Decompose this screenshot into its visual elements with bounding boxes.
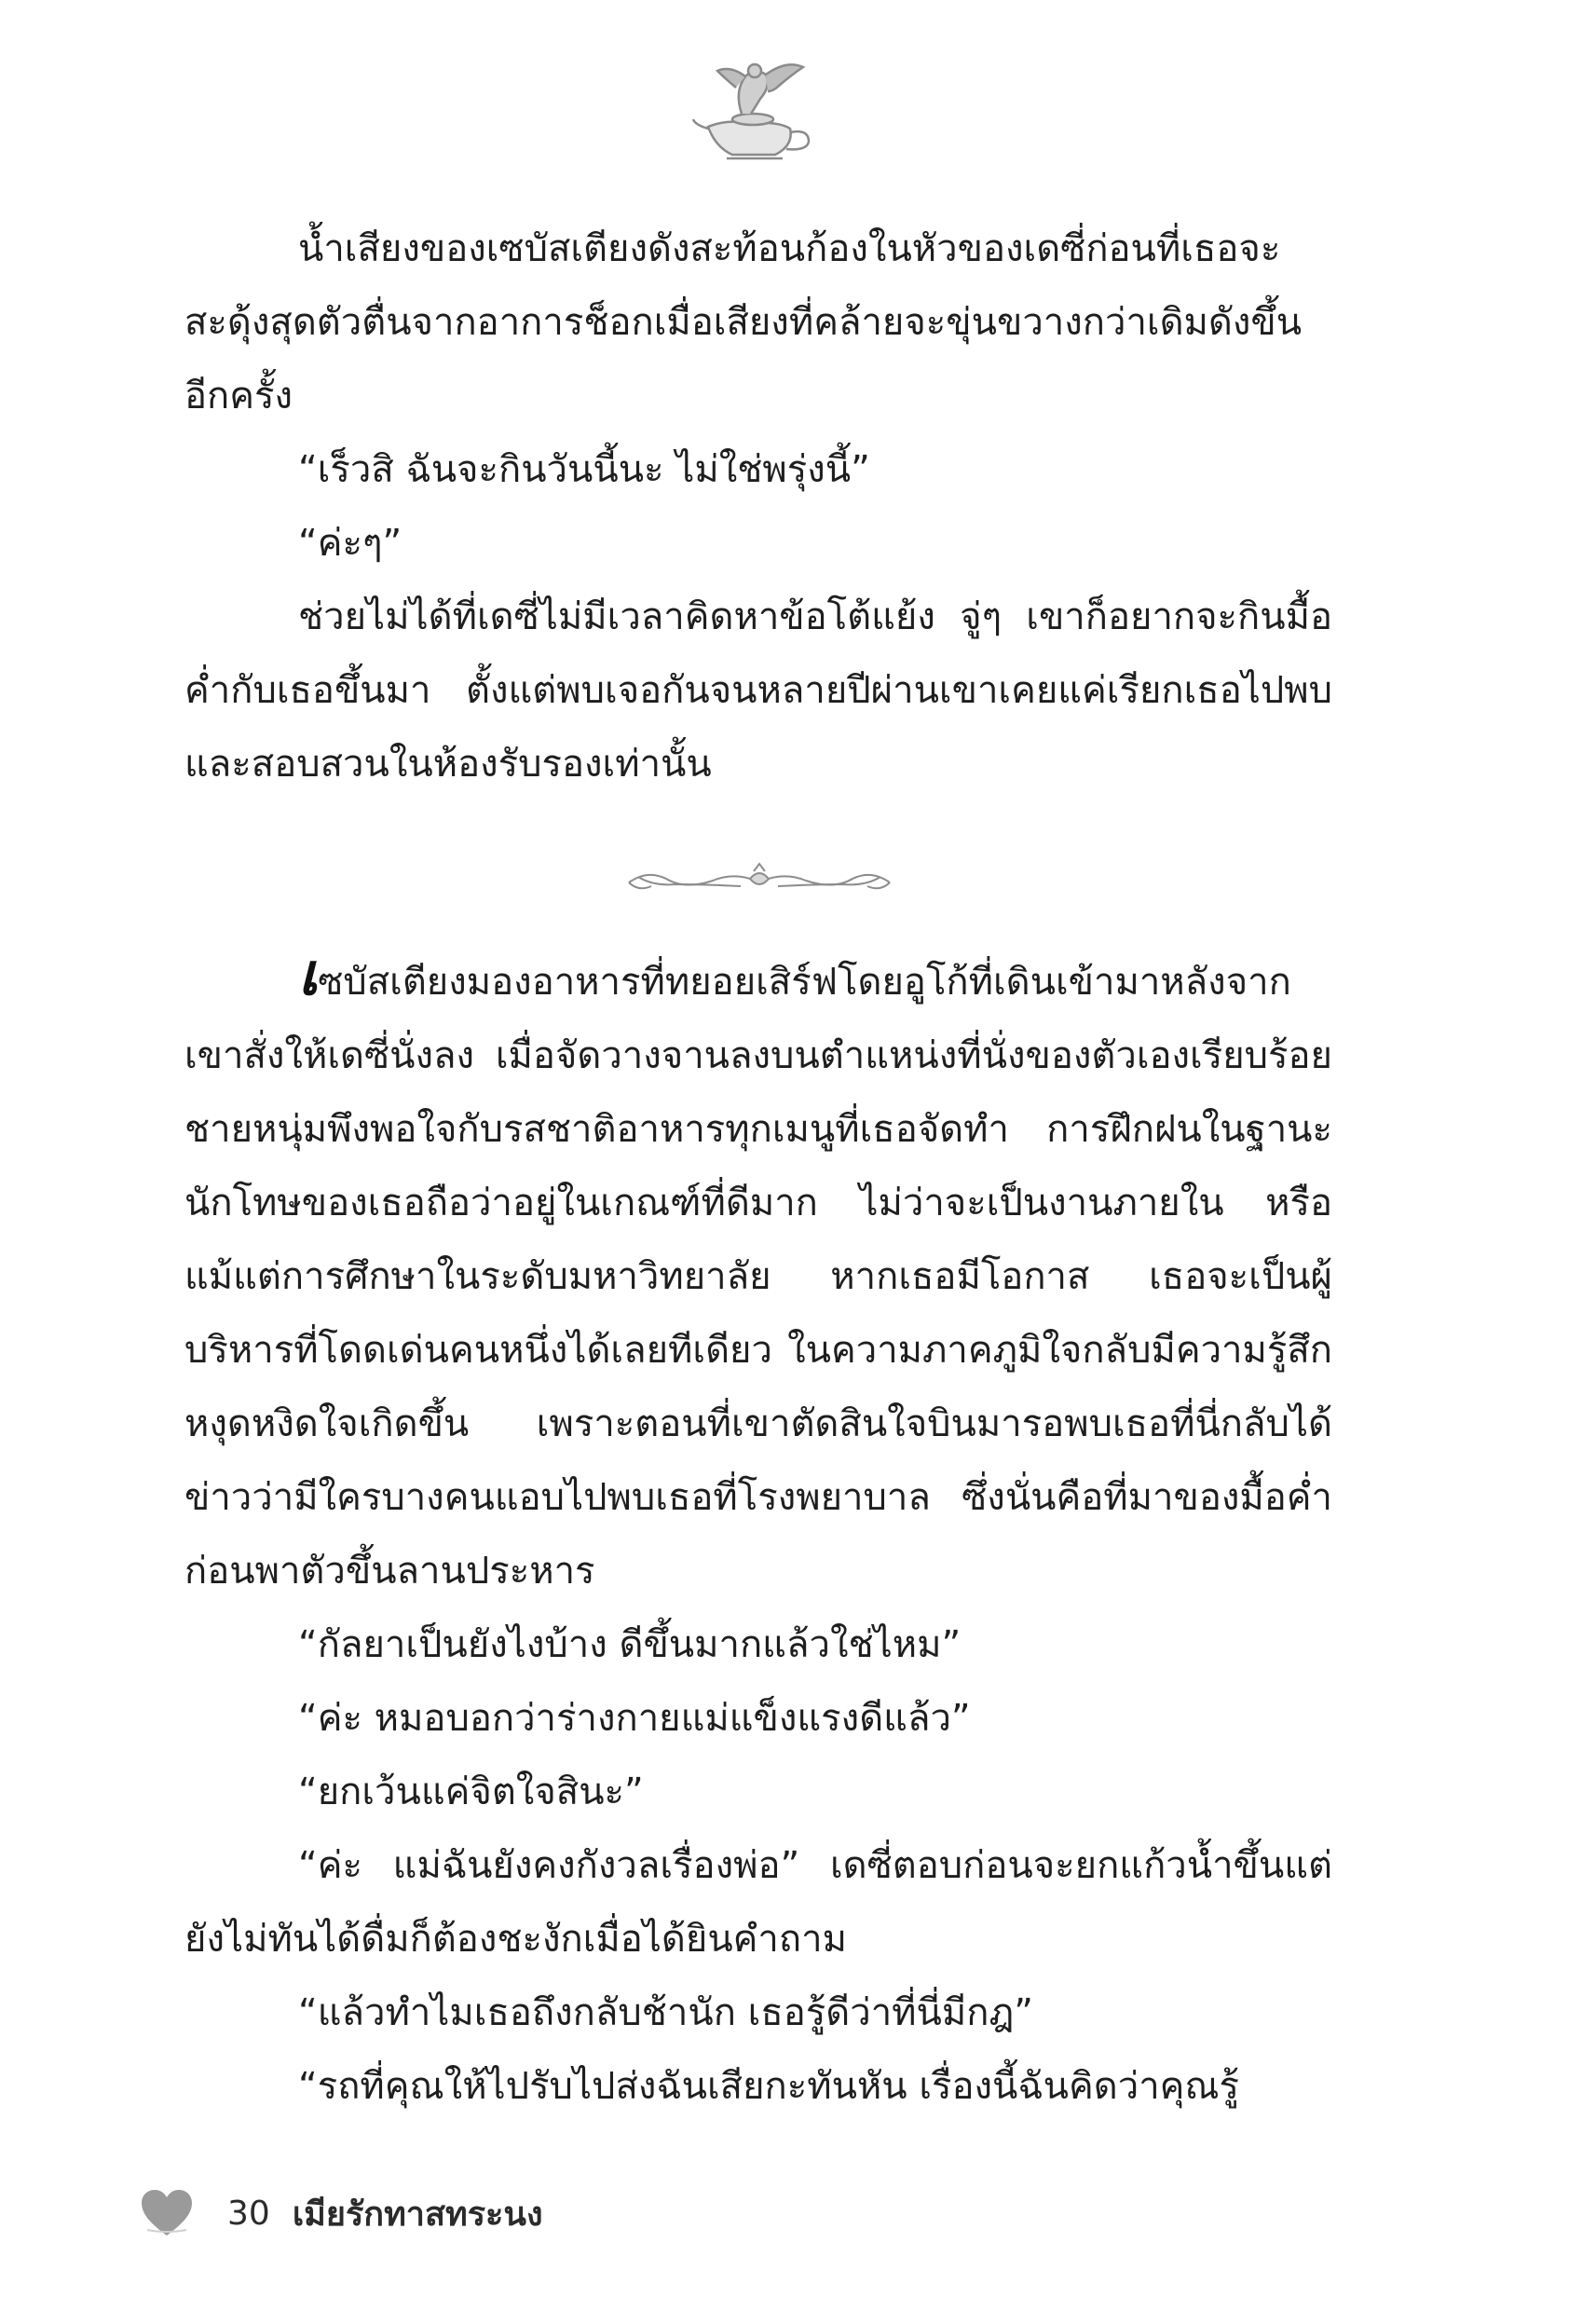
text-block-top bbox=[184, 212, 1332, 801]
dialogue-line: “กัลยาเป็นยังไงบ้าง ดีขึ้นมากแล้วใช่ไหม” bbox=[298, 1623, 962, 1666]
dialogue-line: “ค่ะ หมอบอกว่าร่างกายแม่แข็งแรงดีแล้ว” bbox=[298, 1697, 971, 1740]
page-number: 30 bbox=[227, 2194, 270, 2233]
text-block-bottom bbox=[184, 946, 1332, 2124]
dialogue-line: “แล้วทำไมเธอถึงกลับช้านัก เธอรู้ดีว่าที่นี่มีกฎ” bbox=[298, 1991, 1034, 2034]
drop-cap: เ bbox=[298, 944, 319, 1007]
scroll-divider-ornament bbox=[610, 853, 908, 909]
paragraph: น้ำเสียงของเซบัสเตียงดังสะท้อนก้องในหัวของเดซี่ก่อนที่เธอจะสะดุ้งสุดตัวตื่นจากอาการช็อกเมื่อเสียงที่คล้ายจะขุ่นขวางกว่าเดิมดังขึ้นอีกครั้ง bbox=[184, 227, 1303, 417]
book-title: เมียรักทาสทระนง bbox=[292, 2195, 543, 2234]
heart-icon bbox=[140, 2189, 194, 2237]
dialogue-line: “เร็วสิ ฉันจะกินวันนี้นะ ไม่ใช่พรุ่งนี้” bbox=[298, 448, 870, 491]
page-footer bbox=[140, 2181, 543, 2246]
paragraph-with-dropcap bbox=[184, 946, 1332, 1608]
dialogue-line: “ยกเว้นแค่จิตใจสินะ” bbox=[298, 1771, 644, 1813]
paragraph-text: ซบัสเตียงมองอาหารที่ทยอยเสิร์ฟโดยอูโก้ที่เดินเข้ามาหลังจากเขาสั่งให้เดซี่นั่งลง เมื่อจัดวางจานลงบนตำแหน่งที่นั่งของตัวเองเรียบร้อย ชายหนุ่มพึงพอใจกับรสชาติอาหารทุกเมนูที่เธอจัดทำ การฝึกฝนในฐานะนักโทษของเธอถือว่าอยู่ในเกณฑ์ที่ดีมาก ไม่ว่าจะเป็นงานภายใน หรือแม้แต่การศึกษาในระดับมหาวิทยาลัย หากเธอมีโอกาส เธอจะเป็นผู้บริหารที่โดดเด่นคนหนึ่งได้เลยทีเดียว ในความภาคภูมิใจกลับมีความรู้สึกหงุดหงิดใจเกิดขึ้น เพราะตอนที่เขาตัดสินใจบินมารอพบเธอที่นี่กลับได้ข่าวว่ามีใครบางคนแอบไปพบเธอที่โรงพยาบาล ซึ่งนั่นคือที่มาของมื้อค่ำก่อนพาตัวขึ้นลานประหาร bbox=[184, 961, 1332, 1593]
paragraph: “ค่ะ แม่ฉันยังคงกังวลเรื่องพ่อ” เดซี่ตอบก่อนจะยกแก้วน้ำขึ้นแต่ยังไม่ทันได้ดื่มก็ต้องชะงักเมื่อได้ยินคำถาม bbox=[184, 1844, 1332, 1961]
cupid-teapot-ornament bbox=[689, 54, 820, 166]
paragraph: ช่วยไม่ได้ที่เดซี่ไม่มีเวลาคิดหาข้อโต้แย้ง จู่ๆ เขาก็อยากจะกินมื้อค่ำกับเธอขึ้นมา ตั้งแต่พบเจอกันจนหลายปีผ่านเขาเคยแค่เรียกเธอไปพบและสอบสวนในห้องรับรองเท่านั้น bbox=[184, 595, 1332, 786]
dialogue-line: “รถที่คุณให้ไปรับไปส่งฉันเสียกะทันหัน เรื่องนี้ฉันคิดว่าคุณรู้ bbox=[298, 2065, 1239, 2108]
dialogue-line: “ค่ะๆ” bbox=[298, 522, 402, 565]
